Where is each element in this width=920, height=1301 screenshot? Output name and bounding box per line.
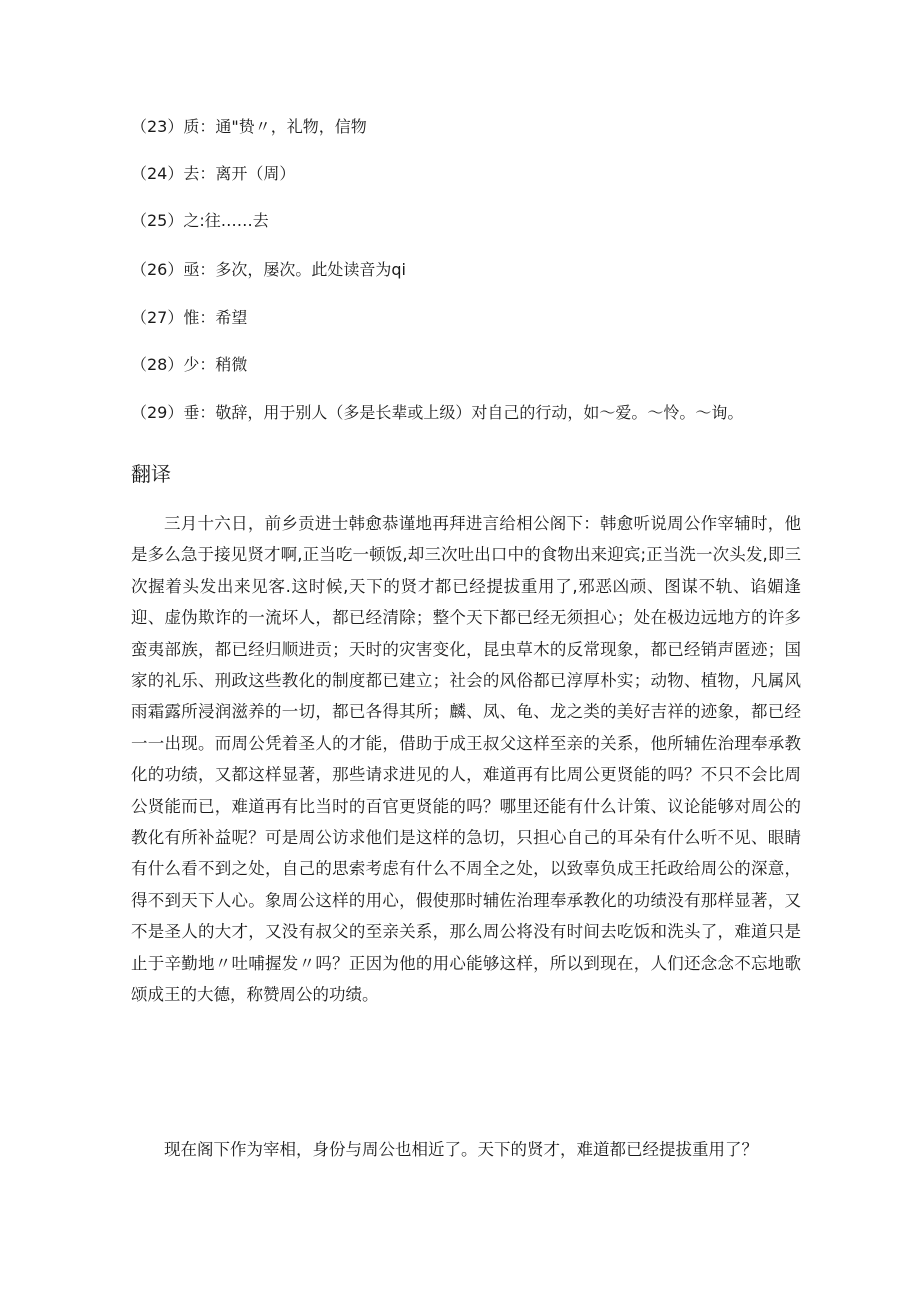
note-24: （24）去：离开（周） [131,164,296,183]
note-23: （23）质：通"贽〃，礼物，信物 [131,117,367,136]
note-26: （26）亟：多次，屡次。此处读音为qi [131,260,406,279]
note-25: （25）之:往……去 [131,211,269,230]
note-29: （29）垂：敬辞，用于别人（多是长辈或上级）对自己的行动，如～爱。～怜。～询。 [131,403,744,422]
translation-paragraph-2: 现在阁下作为宰相，身份与周公也相近了。天下的贤才，难道都已经提拔重用了？ [164,1140,758,1159]
section-heading-translation: 翻译 [131,462,171,486]
translation-paragraph-1: 三月十六日，前乡贡进士韩愈恭谨地再拜进言给相公阁下：韩愈听说周公作宰辅时，他是多么急于接见贤才啊,正当吃一顿饭,却三次吐出口中的食物出来迎宾;正当洗一次头发,即三次握着头发出来见客.这时候,天下的贤才都已经提拔重用了,邪恶凶顽、图谋不轨、谄媚逢迎、虚伪欺诈的一流坏人，都已经清除；整个天下都已经无须担心；处在极边远地方的许多蛮夷部族，都已经归顺进贡；天时的灾害变化，昆虫草木的反常现象，都已经销声匿迹；国家的礼乐、刑政这些教化的制度都已建立；社会的风俗都已淳厚朴实；动物、植物，凡属风雨霜露所浸润滋养的一切，都已各得其所；麟、凤、龟、龙之类的美好吉祥的迹象，都已经一一出现。而周公凭着圣人的才能，借助于成王叔父这样至亲的关系，他所辅佐治理奉承教化的功绩，又都这样显著，那些请求进见的人，难道再有比周公更贤能的吗？不只不会比周公贤能而已，难道再有比当时的百官更贤能的吗？哪里还能有什么计策、议论能够对周公的教化有所补益呢？可是周公访求他们是这样的急切，只担心自己的耳朵有什么听不见、眼睛有什么看不到之处，自己的思索考虑有什么不周全之处，以致辜负成王托政给周公的深意，得不到天下人心。象周公这样的用心，假使那时辅佐治理奉承教化的功绩没有那样显著，又不是圣人的大才，又没有叔父的至亲关系，那么周公将没有时间去吃饭和洗头了，难道只是止于辛勤地〃吐哺握发〃吗？正因为他的用心能够这样，所以到现在，人们还念念不忘地歌颂成王的大德，称赞周公的功绩。 [131,514,801,1005]
note-27: （27）惟：希望 [131,308,248,327]
note-28: （28）少：稍微 [131,355,248,374]
